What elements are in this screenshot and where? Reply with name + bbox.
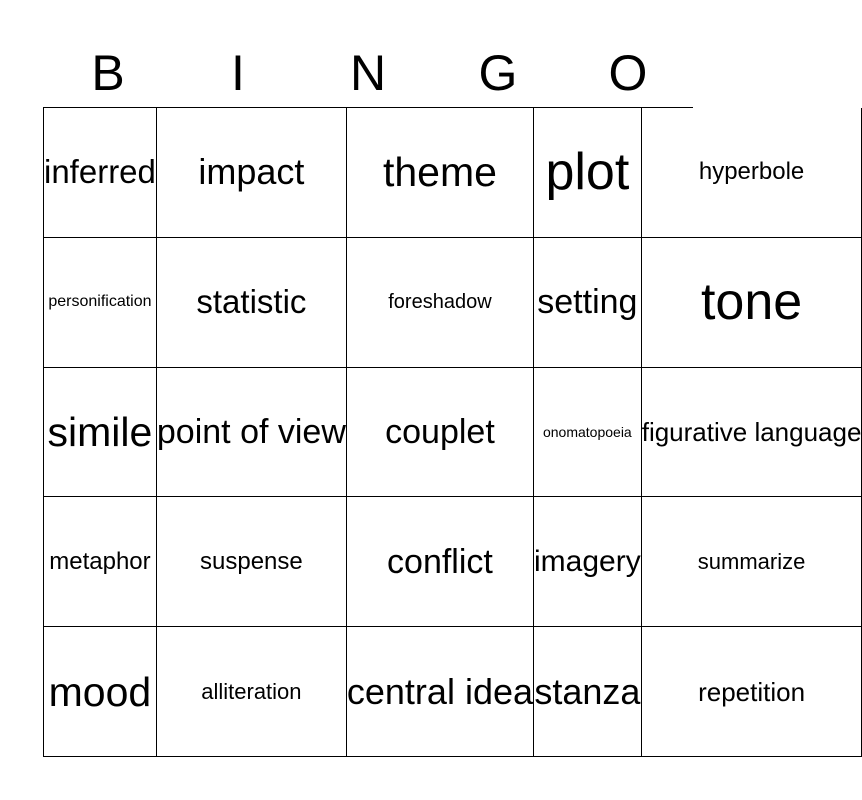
cell-label: foreshadow (388, 291, 492, 314)
cell-label: point of view (156, 412, 346, 451)
cell-label: theme (382, 149, 497, 196)
cell-label: repetition (698, 676, 806, 707)
cell-label: couplet (385, 412, 495, 451)
cell-label: simile (47, 408, 153, 455)
cell-label: metaphor (49, 547, 151, 575)
cell-label: inferred (44, 153, 156, 191)
bingo-cell (347, 238, 534, 368)
cell-label: suspense (200, 547, 303, 575)
bingo-cell (44, 238, 157, 368)
header-letter-b: B (91, 45, 125, 101)
bingo-cell (642, 238, 862, 368)
bingo-cell (534, 238, 642, 368)
cell-label: summarize (697, 548, 806, 574)
bingo-cell (44, 627, 157, 757)
header-letter-n: N (349, 45, 387, 101)
cell-label: figurative language (641, 416, 862, 447)
bingo-cell (347, 368, 534, 498)
cell-label: statistic (196, 283, 307, 321)
bingo-cell (157, 627, 347, 757)
bingo-cell (534, 108, 642, 238)
cell-label: stanza (534, 670, 641, 712)
bingo-cell (44, 497, 157, 627)
cell-label: conflict (387, 542, 493, 581)
header-letter-o: O (608, 45, 648, 101)
cell-label: hyperbole (698, 158, 805, 186)
bingo-cell (157, 238, 347, 368)
cell-label: impact (198, 151, 305, 193)
bingo-cell (534, 627, 642, 757)
bingo-cell (44, 368, 157, 498)
bingo-header (43, 40, 693, 106)
bingo-cell (347, 108, 534, 238)
bingo-cell (534, 368, 642, 498)
bingo-cell (534, 497, 642, 627)
bingo-cell (642, 108, 862, 238)
bingo-cell (157, 108, 347, 238)
bingo-cell (44, 108, 157, 238)
bingo-cell (157, 497, 347, 627)
bingo-cell (157, 368, 347, 498)
bingo-cell (347, 497, 534, 627)
bingo-board (43, 107, 862, 757)
header-letter-g: G (478, 45, 518, 101)
bingo-cell (642, 627, 862, 757)
cell-label: imagery (534, 544, 641, 578)
cell-label: plot (545, 143, 630, 202)
cell-label: tone (700, 273, 803, 332)
header-letter-i: I (231, 45, 245, 101)
cell-label: personification (48, 293, 152, 311)
bingo-cell (642, 497, 862, 627)
bingo-cell (642, 368, 862, 498)
cell-label: alliteration (201, 678, 302, 704)
cell-label: mood (48, 668, 152, 715)
cell-label: central idea (346, 670, 534, 712)
cell-label: onomatopoeia (542, 423, 632, 440)
cell-label: setting (537, 283, 638, 322)
bingo-cell (347, 627, 534, 757)
